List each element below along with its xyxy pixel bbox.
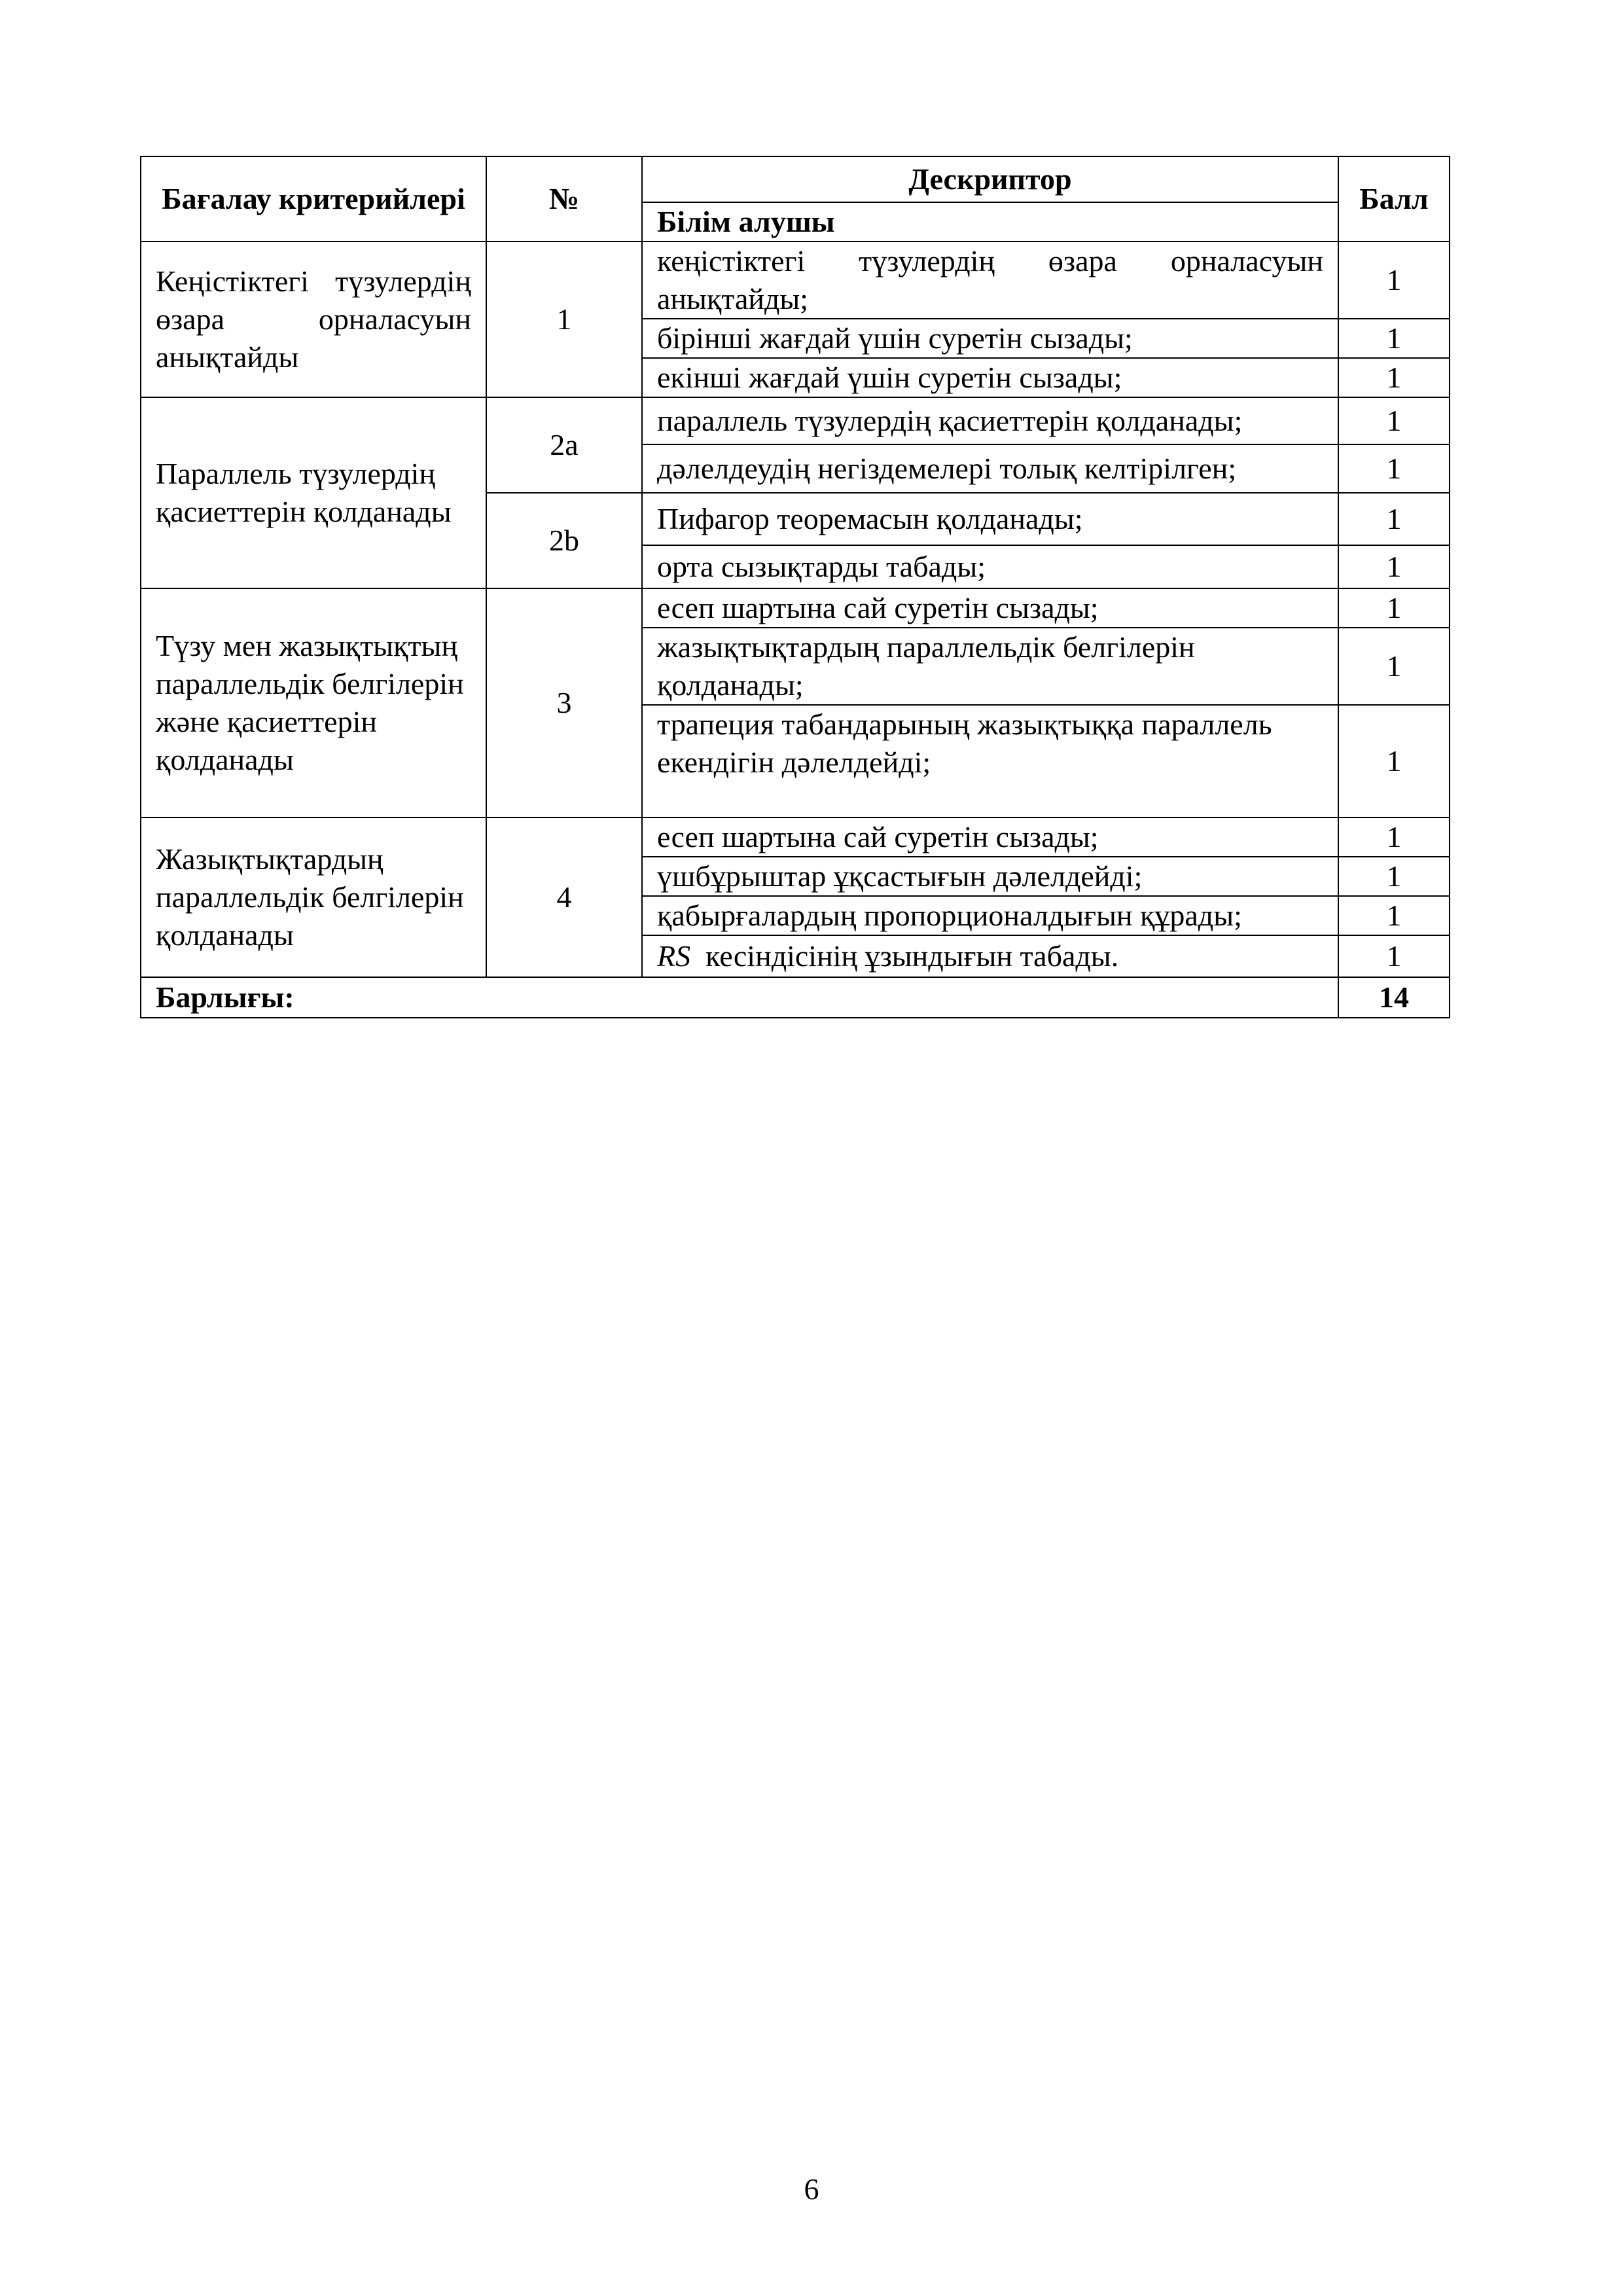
descriptor-cell: Пифагор теоремасын қолданады; bbox=[642, 493, 1338, 545]
score-cell: 1 bbox=[1338, 857, 1450, 896]
descriptor-cell: параллель түзулердің қасиеттерін қолданады; bbox=[642, 397, 1338, 444]
page-number: 6 bbox=[804, 2172, 819, 2206]
descriptor-text: кесіндісінің ұзындығын табады. bbox=[705, 939, 1119, 973]
score-cell: 1 bbox=[1338, 493, 1450, 545]
score-cell: 1 bbox=[1338, 705, 1450, 817]
total-row bbox=[141, 977, 1450, 1018]
item-number: 1 bbox=[486, 242, 642, 397]
total-label: Барлығы: bbox=[141, 977, 1338, 1018]
descriptor-cell: орта сызықтарды табады; bbox=[642, 545, 1338, 588]
descriptor-cell: есеп шартына сай суретін сызады; bbox=[642, 588, 1338, 628]
assessment-rubric-table bbox=[140, 156, 1450, 1018]
descriptor-cell: дәлелдеудің негіздемелері толық келтірілген; bbox=[642, 444, 1338, 493]
criteria-header: Бағалау критерийлері bbox=[141, 156, 486, 242]
score-cell: 1 bbox=[1338, 242, 1450, 319]
descriptor-header: Дескриптор bbox=[642, 156, 1338, 202]
descriptor-cell: екінші жағдай үшін суретін сызады; bbox=[642, 358, 1338, 397]
descriptor-cell bbox=[642, 935, 1338, 977]
criterion-cell: Кеңістіктегі түзулердің өзара орналасуын анықтайды bbox=[141, 242, 486, 397]
criterion-cell: Параллель түзулердің қасиеттерін қолданады bbox=[141, 397, 486, 588]
score-cell: 1 bbox=[1338, 935, 1450, 977]
descriptor-cell: үшбұрыштар ұқсастығын дәлелдейді; bbox=[642, 857, 1338, 896]
score-cell: 1 bbox=[1338, 444, 1450, 493]
score-cell: 1 bbox=[1338, 319, 1450, 358]
score-cell: 1 bbox=[1338, 545, 1450, 588]
descriptor-cell: есеп шартына сай суретін сызады; bbox=[642, 817, 1338, 857]
criterion-cell: Түзу мен жазықтықтың параллельдік белгілерін және қасиеттерін қолданады bbox=[141, 588, 486, 817]
score-cell: 1 bbox=[1338, 628, 1450, 705]
item-number: 2b bbox=[486, 493, 642, 588]
score-header: Балл bbox=[1338, 156, 1450, 242]
descriptor-cell: жазықтықтардың параллельдік белгілерін қолданады; bbox=[642, 628, 1338, 705]
segment-rs-symbol: RS bbox=[657, 939, 691, 973]
score-cell: 1 bbox=[1338, 896, 1450, 935]
descriptor-cell: қабырғалардың пропорционалдығын құрады; bbox=[642, 896, 1338, 935]
item-number: 2a bbox=[486, 397, 642, 493]
number-header: № bbox=[486, 156, 642, 242]
table-row bbox=[141, 588, 1450, 628]
item-number: 4 bbox=[486, 817, 642, 977]
total-score: 14 bbox=[1338, 977, 1450, 1018]
criterion-cell: Жазықтықтардың параллельдік белгілерін қолданады bbox=[141, 817, 486, 977]
score-cell: 1 bbox=[1338, 817, 1450, 857]
table-row bbox=[141, 817, 1450, 857]
descriptor-cell: кеңістіктегі түзулердің өзара орналасуын анықтайды; bbox=[642, 242, 1338, 319]
descriptor-cell: трапеция табандарының жазықтыққа параллель екендігін дәлелдейді; bbox=[642, 705, 1338, 817]
score-cell: 1 bbox=[1338, 397, 1450, 444]
score-cell: 1 bbox=[1338, 588, 1450, 628]
table-row bbox=[141, 397, 1450, 444]
table-row bbox=[141, 242, 1450, 319]
score-cell: 1 bbox=[1338, 358, 1450, 397]
header-row bbox=[141, 156, 1450, 202]
item-number: 3 bbox=[486, 588, 642, 817]
learner-subheader: Білім алушы bbox=[642, 202, 1338, 242]
descriptor-cell: бірінші жағдай үшін суретін сызады; bbox=[642, 319, 1338, 358]
